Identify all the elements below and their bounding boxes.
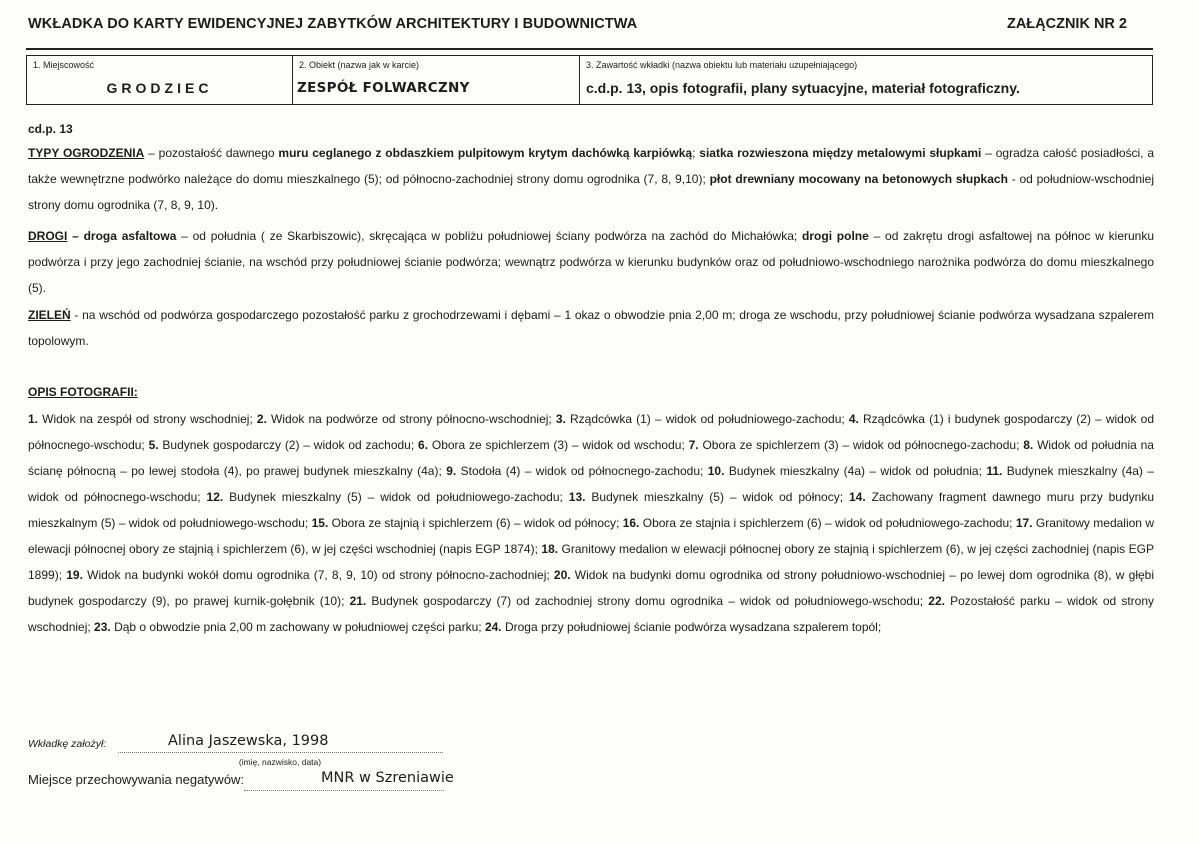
photo-description: Obora ze spichlerzem (3) – widok od północnego-zachodu; bbox=[698, 438, 1024, 452]
photo-description: Granitowy medalion w elewacji północnej obory ze stajnią i spichlerzem (6), w jej części zachodniej (napis EGP 1899); bbox=[28, 542, 1154, 582]
photo-description: Widok na budynki wokół domu ogrodnika (7, 8, 9, 10) od strony północno-zachodniej; bbox=[82, 568, 554, 582]
photo-description: Budynek mieszkalny (5) – widok od północy; bbox=[585, 490, 849, 504]
bold-text: – droga asfaltowa bbox=[67, 229, 177, 243]
photo-number: 17. bbox=[1015, 516, 1033, 530]
bold-text: muru ceglanego z obdaszkiem pulpitowym krytym dachówką karpiówką bbox=[278, 146, 693, 160]
photo-number: 21. bbox=[349, 594, 367, 608]
photo-number: 23. bbox=[94, 620, 111, 634]
photo-number: 15. bbox=[311, 516, 329, 530]
photo-description-heading: OPIS FOTOGRAFII: bbox=[28, 385, 138, 399]
negatives-line bbox=[244, 790, 444, 791]
photo-description: Widok na budynki domu ogrodnika od strony południowo-wschodniej – po lewej dom ogrodnika (8), w głębi budynek gospodarczy (9), po prawej kurnik-gołębnik (10); bbox=[28, 568, 1155, 608]
photo-number: 9. bbox=[446, 464, 457, 478]
author-caption: (imię, nazwisko, data) bbox=[238, 757, 322, 767]
field-value: c.d.p. 13, opis fotografii, plany sytuacyjne, materiał fotograficzny. bbox=[586, 80, 1020, 96]
paragraph-lead: DROGI bbox=[28, 229, 68, 243]
photo-number: 7. bbox=[688, 438, 699, 452]
photo-number: 19. bbox=[66, 568, 83, 582]
negatives-label: Miejsce przechowywania negatywów: bbox=[28, 772, 245, 787]
text: - na wschód od podwórza gospodarczego pozostałość parku z grochodrzewami i dębami – 1 okaz o obwodzie pnia 2,00 m; droga ze wschodu, przy południowej ścianie podwórza wysadzana szpalerem topolowym. bbox=[28, 308, 1154, 348]
bold-text: płot drewniany mocowany na betonowych słupkach bbox=[709, 172, 1008, 186]
text: ; bbox=[692, 146, 700, 160]
negatives-location: MNR w Szreniawie bbox=[321, 770, 454, 786]
author-label: Wkładkę założył: bbox=[28, 738, 107, 750]
photo-number: 14. bbox=[848, 490, 866, 504]
photo-description: Budynek mieszkalny (5) – widok od południowego-zachodu; bbox=[223, 490, 569, 504]
photo-description: Budynek mieszkalny (4a) – widok od południa; bbox=[724, 464, 987, 478]
photo-number: 4. bbox=[848, 412, 859, 426]
photo-number: 6. bbox=[418, 438, 429, 452]
bold-text: drogi polne bbox=[802, 229, 869, 243]
photo-number: 12. bbox=[206, 490, 224, 504]
photo-number: 22. bbox=[928, 594, 945, 608]
photo-description: Granitowy medalion w elewacji północnej obory ze stajnią i spichlerzem (6), w jej części wschodniej (napis EGP 1874); bbox=[28, 516, 1154, 556]
photo-number: 13. bbox=[568, 490, 586, 504]
photo-description: Widok od południa na ścianę północną – po lewej stodoła (4), po prawej budynek mieszkalny (4a); bbox=[28, 438, 1154, 478]
photo-description: Obora ze stajnia i spichlerzem (6) – widok od południowego-zachodu; bbox=[639, 516, 1016, 530]
photo-description: Budynek mieszkalny (4a) – widok od północnego-wschodu; bbox=[28, 464, 1154, 504]
photo-description: Obora ze spichlerzem (3) – widok od wschodu; bbox=[428, 438, 689, 452]
photo-number: 20. bbox=[553, 568, 571, 582]
photo-number: 1. bbox=[28, 412, 39, 426]
text: – od południa ( ze Skarbiszowic), skręcająca w pobliżu południowej ściany podwórza na zachód do Michałówka; bbox=[176, 229, 803, 243]
header-rule bbox=[26, 48, 1153, 50]
photo-description: Obora ze stajnią i spichlerzem (6) – widok od północy; bbox=[328, 516, 623, 530]
attachment-number: ZAŁĄCZNIK NR 2 bbox=[1006, 16, 1127, 32]
photo-description: Widok na podwórze od strony północno-wschodniej; bbox=[266, 412, 556, 426]
photo-number: 11. bbox=[986, 464, 1003, 478]
photo-number: 16. bbox=[622, 516, 640, 530]
document-title: WKŁADKA DO KARTY EWIDENCYJNEJ ZABYTKÓW ARCHITEKTURY I BUDOWNICTWA bbox=[28, 16, 638, 32]
photo-number: 18. bbox=[541, 542, 559, 556]
photo-description-paragraph bbox=[28, 406, 1154, 640]
photo-number: 10. bbox=[707, 464, 725, 478]
photo-number: 2. bbox=[256, 412, 267, 426]
photo-description: Zachowany fragment dawnego muru przy budynku mieszkalnym (5) – widok od południowego-wschodu; bbox=[28, 490, 1154, 530]
photo-description: Widok na zespół od strony wschodniej; bbox=[38, 412, 257, 426]
paragraph-lead: TYPY OGRODZENIA bbox=[28, 146, 145, 160]
greenery-paragraph bbox=[28, 302, 1154, 354]
photo-description: Stodoła (4) – widok od północnego-zachodu; bbox=[456, 464, 708, 478]
photo-description: Dąb o obwodzie pnia 2,00 m zachowany w południowej części parku; bbox=[110, 620, 485, 634]
author-line bbox=[118, 752, 443, 753]
photo-description: Droga przy południowej ścianie podwórza wysadzana szpalerem topól; bbox=[501, 620, 882, 634]
field-label: 1. Miejscowość bbox=[33, 60, 95, 70]
field-object bbox=[293, 56, 580, 104]
field-label: 2. Obiekt (nazwa jak w karcie) bbox=[299, 60, 420, 70]
text: – ogradza całość posiadłości, a także wewnętrzne podwórko należące do domu mieszkalnego (5); od północno-zachodniej strony domu ogrodnika (7, 8, 9,10); bbox=[28, 146, 1155, 186]
text: - od południow-wschodniej strony domu ogrodnika (7, 8, 9, 10). bbox=[28, 172, 1155, 212]
field-value: ZESPÓŁ FOLWARCZNY bbox=[297, 80, 470, 96]
paragraph-lead: ZIELEŃ bbox=[28, 308, 71, 322]
field-label: 3. Zawartość wkładki (nazwa obiektu lub materiału uzupełniającego) bbox=[586, 60, 858, 70]
photo-description: Rządcówka (1) – widok od południowego-zachodu; bbox=[565, 412, 849, 426]
photo-number: 3. bbox=[555, 412, 566, 426]
text: – od zakrętu drogi asfaltowej na północ w kierunku podwórza i przy jego zachodniej ścianie, na wschód przy południowej ścianie podwórza; wewnątrz podwórza w kierunku budynków oraz od południowo-wschodniego narożnika podwórza do domu mieszkalnego (5). bbox=[28, 229, 1155, 295]
photo-number: 24. bbox=[484, 620, 502, 634]
photo-description: Rządcówka (1) i budynek gospodarczy (2) – widok od północnego-wschodu; bbox=[28, 412, 1154, 452]
field-locality bbox=[27, 56, 293, 104]
photo-description: Pozostałość parku – widok od strony wschodniej; bbox=[28, 594, 1154, 634]
photo-description: Budynek gospodarczy (2) – widok od zachodu; bbox=[158, 438, 419, 452]
roads-paragraph bbox=[28, 223, 1154, 301]
photo-number: 8. bbox=[1023, 438, 1034, 452]
fence-types-paragraph bbox=[28, 140, 1154, 218]
author-value: Alina Jaszewska, 1998 bbox=[168, 733, 329, 749]
fields-table bbox=[26, 55, 1153, 105]
field-value: GRODZIEC bbox=[106, 80, 213, 96]
photo-description: Budynek gospodarczy (7) od zachodniej strony domu ogrodnika – widok od południowego-wschodu; bbox=[366, 594, 929, 608]
photo-number: 5. bbox=[148, 438, 159, 452]
text: – pozostałość dawnego bbox=[144, 146, 279, 160]
bold-text: siatka rozwieszona między metalowymi słupkami bbox=[699, 146, 982, 160]
section-ref: cd.p. 13 bbox=[28, 122, 73, 136]
field-contents bbox=[580, 56, 1152, 104]
